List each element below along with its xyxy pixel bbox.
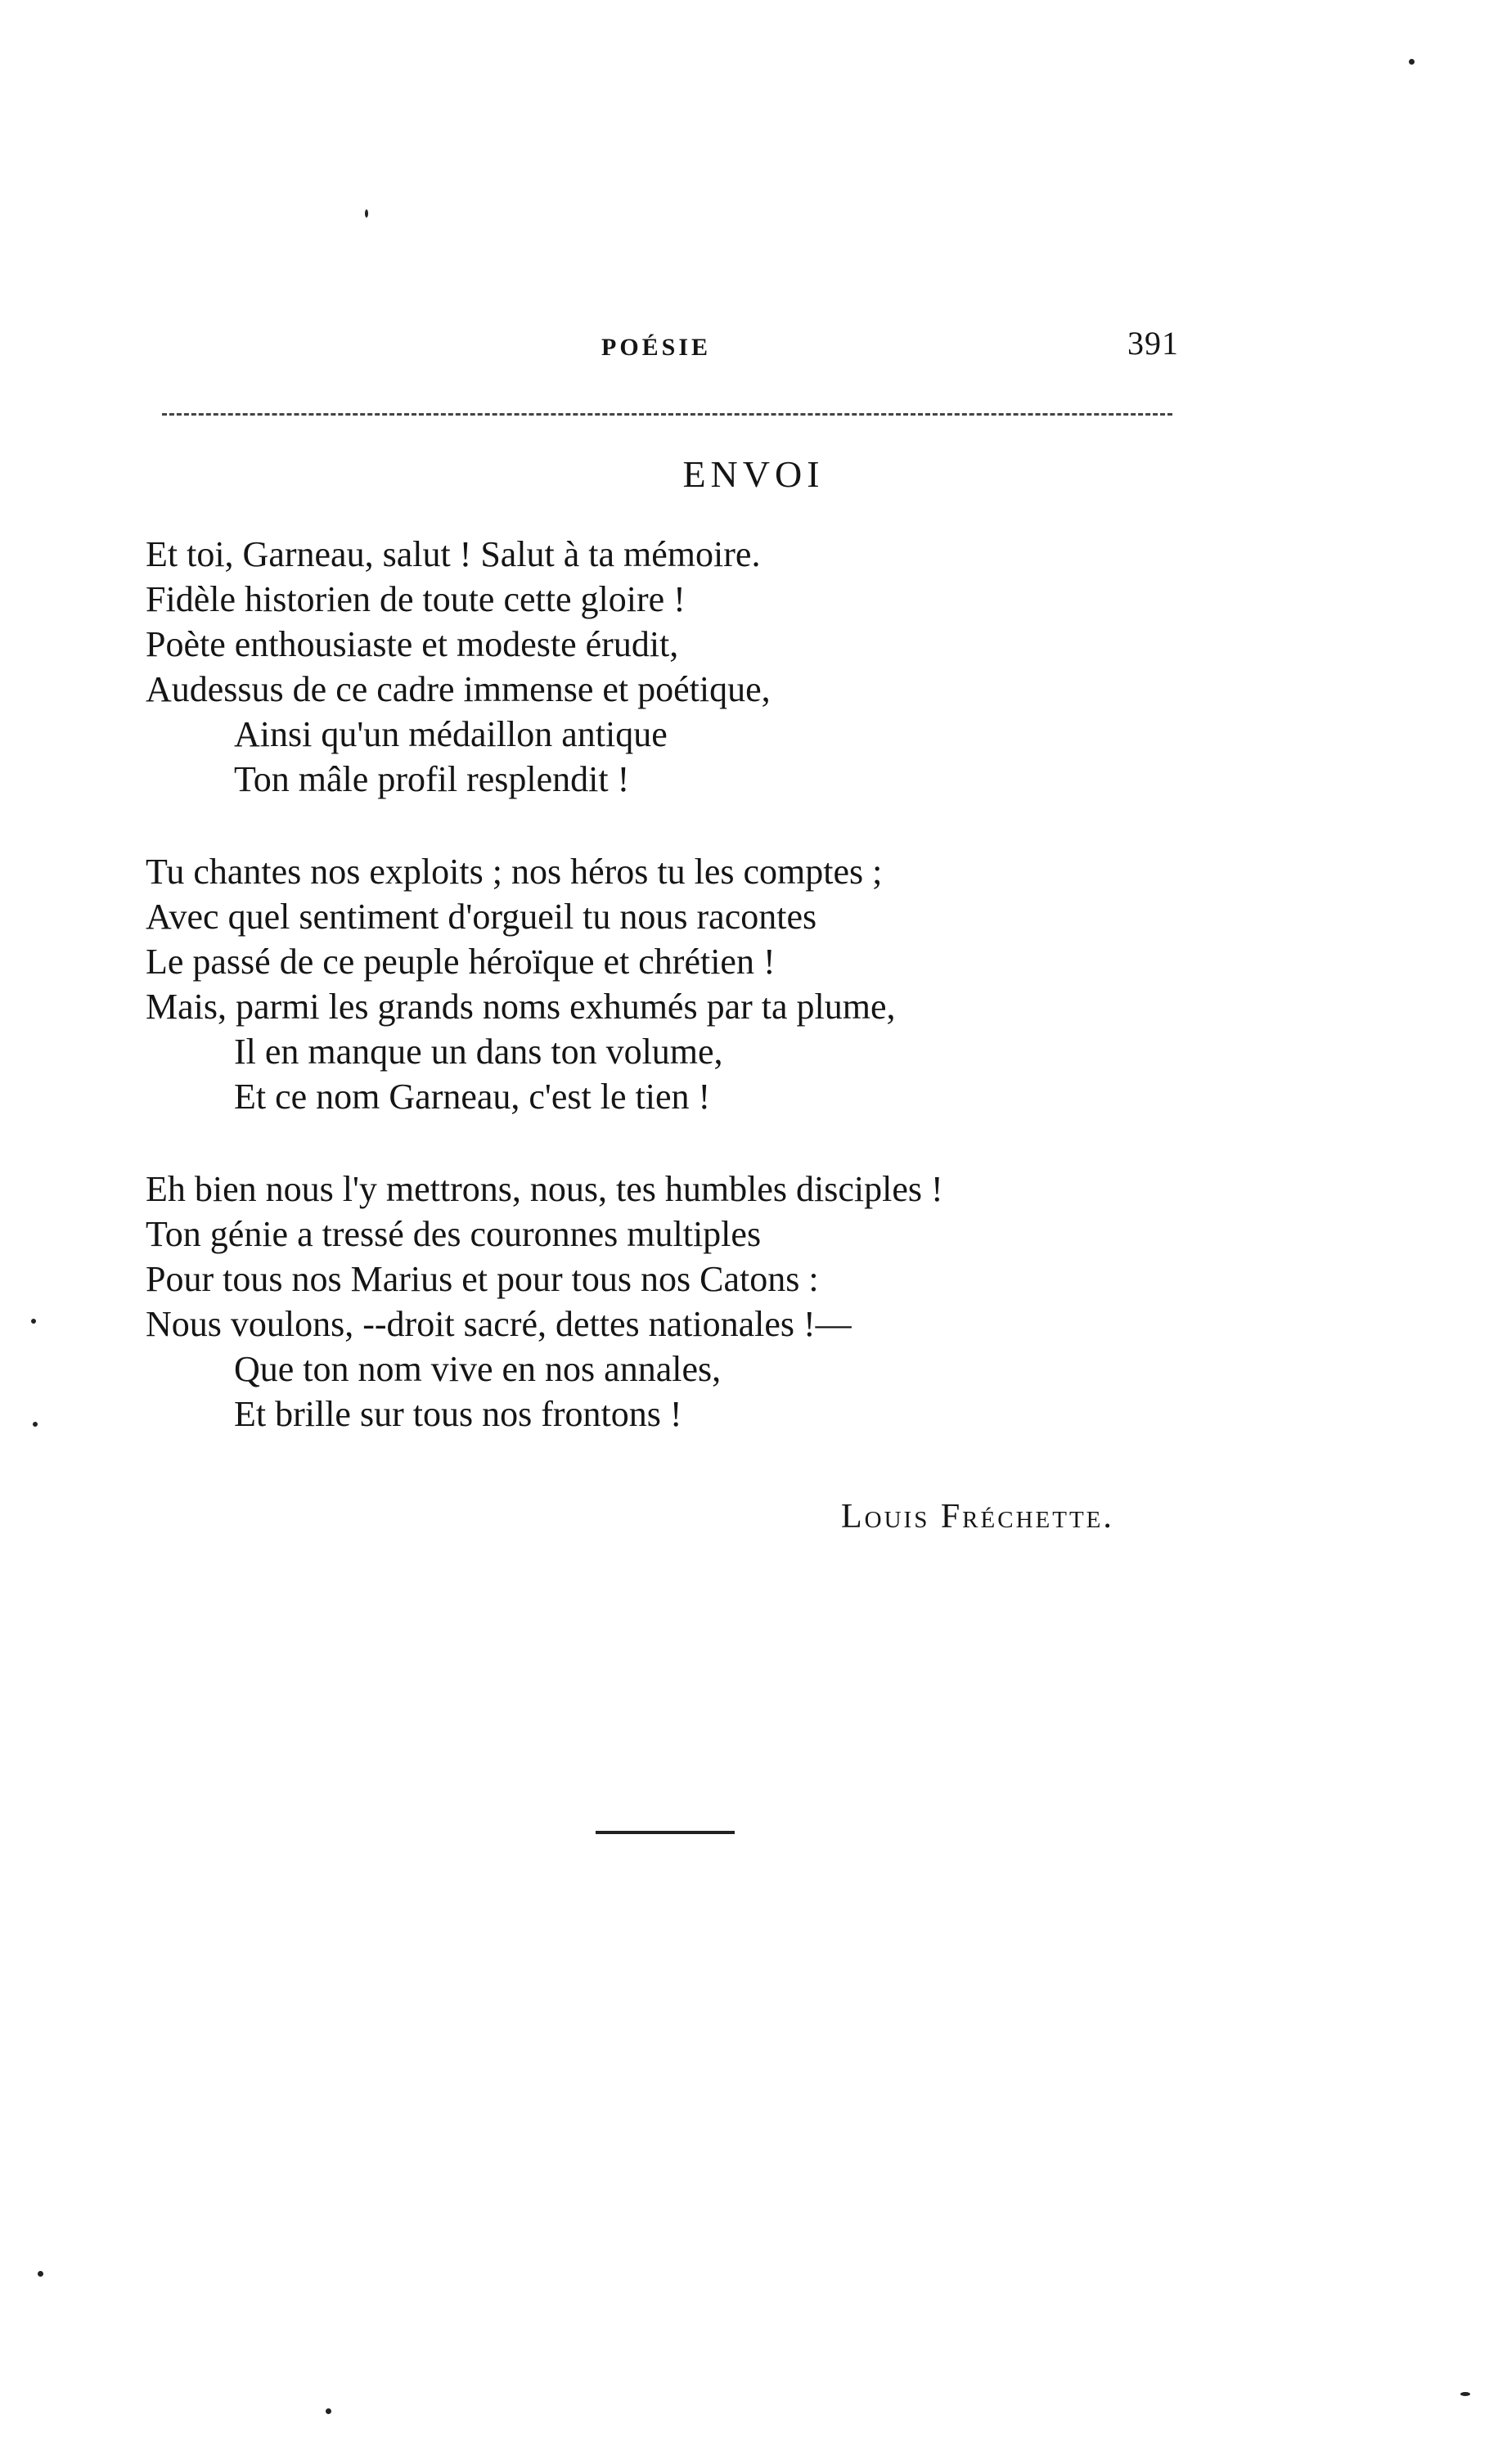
page-number: 391 [1127,325,1179,362]
author-signature: Louis Fréchette. [841,1498,1114,1536]
poem-line: Le passé de ce peuple héroïque et chrétien ! [146,942,776,982]
poem-line: Mais, parmi les grands noms exhumés par ta plume, [146,987,896,1027]
scan-speck [1460,2392,1470,2396]
stanza-1 [146,532,1209,802]
poem-line: Ton mâle profil resplendit ! [234,759,630,799]
poem-line: Il en manque un dans ton volume, [234,1032,723,1072]
scan-speck [326,2408,331,2414]
poem-line: Avec quel sentiment d'orgueil tu nous racontes [146,897,817,937]
poem-line: Et ce nom Garneau, c'est le tien ! [234,1077,711,1117]
scan-speck [1409,59,1415,65]
stanza-3 [146,1167,1209,1437]
scan-speck [33,1422,38,1427]
end-rule [596,1831,735,1834]
stanza-2 [146,849,1209,1119]
poem-line: Et brille sur tous nos frontons ! [234,1394,682,1434]
poem-line: Ton génie a tressé des couronnes multiples [146,1214,762,1254]
scan-speck [38,2271,43,2277]
poem-line: Pour tous nos Marius et pour tous nos Catons : [146,1259,819,1299]
poem-line: Ainsi qu'un médaillon antique [234,714,668,754]
scan-speck [365,209,368,218]
poem-line: Poète enthousiaste et modeste érudit, [146,624,679,664]
poem-line: Tu chantes nos exploits ; nos héros tu les comptes ; [146,852,883,892]
poem-line: Audessus de ce cadre immense et poétique, [146,669,771,709]
poem-body [146,532,1209,1484]
running-head-title: POÉSIE [601,334,712,361]
poem-line: Nous voulons, --droit sacré, dettes nationales !— [146,1304,852,1344]
scan-speck [31,1319,36,1324]
header-rule [162,413,1172,416]
poem-line: Fidèle historien de toute cette gloire ! [146,579,686,619]
poem-title: ENVOI [682,453,825,495]
poem-line: Eh bien nous l'y mettrons, nous, tes humbles disciples ! [146,1169,943,1209]
poem-line: Que ton nom vive en nos annales, [234,1349,722,1389]
poem-line: Et toi, Garneau, salut ! Salut à ta mémoire. [146,534,761,574]
